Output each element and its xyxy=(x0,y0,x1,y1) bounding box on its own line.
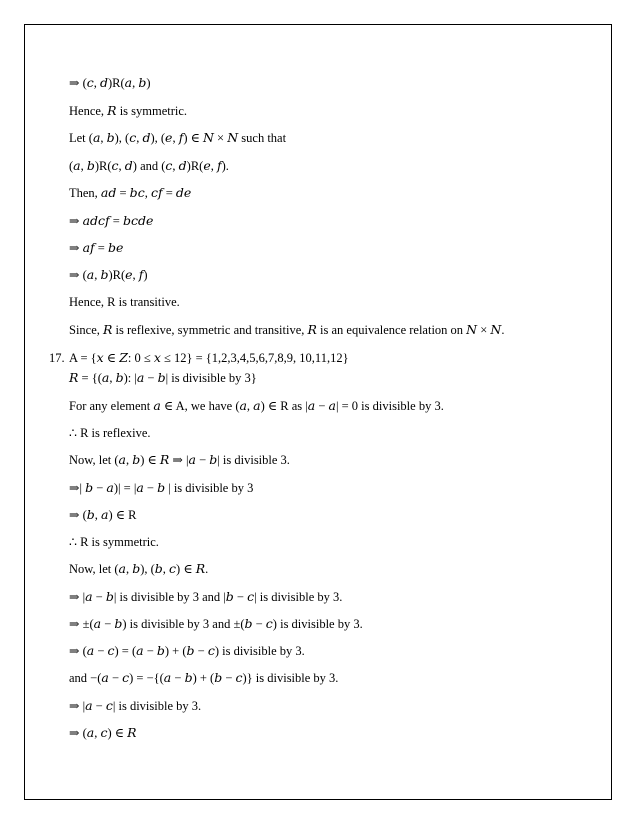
text-line-1: ⇒ (𝑐, 𝑑)R(𝑎, 𝑏) xyxy=(69,76,151,90)
text-line-17: ⇒ (𝑏, 𝑎) ∈ R xyxy=(69,508,137,522)
text-line-7: ⇒ 𝑎𝑓 = 𝑏𝑒 xyxy=(69,241,124,255)
text-line-13: For any element 𝑎 ∈ A, we have (𝑎, 𝑎) ∈ R as |𝑎 − 𝑎| = 0 is divisible by 3. xyxy=(69,399,444,413)
text-line-20: ⇒ |𝑎 − 𝑏| is divisible by 3 and |𝑏 − 𝑐| is divisible by 3. xyxy=(69,590,343,604)
text-line-9: Hence, R is transitive. xyxy=(69,295,180,309)
text-line-16: ⇒| 𝑏 − 𝑎)| = |𝑎 − 𝑏 | is divisible by 3 xyxy=(69,481,254,495)
text-line-14: ∴ R is reflexive. xyxy=(69,426,151,440)
text-line-3: Let (𝑎, 𝑏), (𝑐, 𝑑), (𝑒, 𝑓) ∈ 𝑁 × 𝑁 such that xyxy=(69,131,287,145)
text-line-25: ⇒ (𝑎, 𝑐) ∈ 𝑅 xyxy=(69,726,137,740)
text-line-6: ⇒ 𝑎𝑑𝑐𝑓 = 𝑏𝑐𝑑𝑒 xyxy=(69,214,154,228)
text-line-10: Since, 𝑅 is reflexive, symmetric and transitive, 𝑅 is an equivalence relation on 𝑁 × 𝑁. xyxy=(69,323,505,337)
text-line-22: ⇒ (𝑎 − 𝑐) = (𝑎 − 𝑏) + (𝑏 − 𝑐) is divisible by 3. xyxy=(69,644,305,658)
text-line-15: Now, let (𝑎, 𝑏) ∈ 𝑅 ⇒ |𝑎 − 𝑏| is divisible 3. xyxy=(69,453,290,467)
text-line-2: Hence, 𝑅 is symmetric. xyxy=(69,104,188,118)
text-line-24: ⇒ |𝑎 − 𝑐| is divisible by 3. xyxy=(69,699,202,713)
text-line-5: Then, 𝑎𝑑 = 𝑏𝑐, 𝑐𝑓 = 𝑑𝑒 xyxy=(69,186,192,200)
text-line-4: (𝑎, 𝑏)R(𝑐, 𝑑) and (𝑐, 𝑑)R(𝑒, 𝑓). xyxy=(69,159,229,173)
text-line-23: and −(𝑎 − 𝑐) = −{(𝑎 − 𝑏) + (𝑏 − 𝑐)} is divisible by 3. xyxy=(69,671,339,685)
text-line-19: Now, let (𝑎, 𝑏), (𝑏, 𝑐) ∈ 𝑅. xyxy=(69,562,209,576)
text-line-11: A = {𝑥 ∈ 𝑍: 0 ≤ 𝑥 ≤ 12} = {1,2,3,4,5,6,7,8,9, 10,11,12} xyxy=(69,351,349,365)
text-line-8: ⇒ (𝑎, 𝑏)R(𝑒, 𝑓) xyxy=(69,268,148,282)
text-line-12: 𝑅 = {(𝑎, 𝑏): |𝑎 − 𝑏| is divisible by 3} xyxy=(69,371,257,385)
text-line-18: ∴ R is symmetric. xyxy=(69,535,159,549)
question-number: 17. xyxy=(49,351,65,365)
text-line-21: ⇒ ±(𝑎 − 𝑏) is divisible by 3 and ±(𝑏 − 𝑐) is divisible by 3. xyxy=(69,617,363,631)
